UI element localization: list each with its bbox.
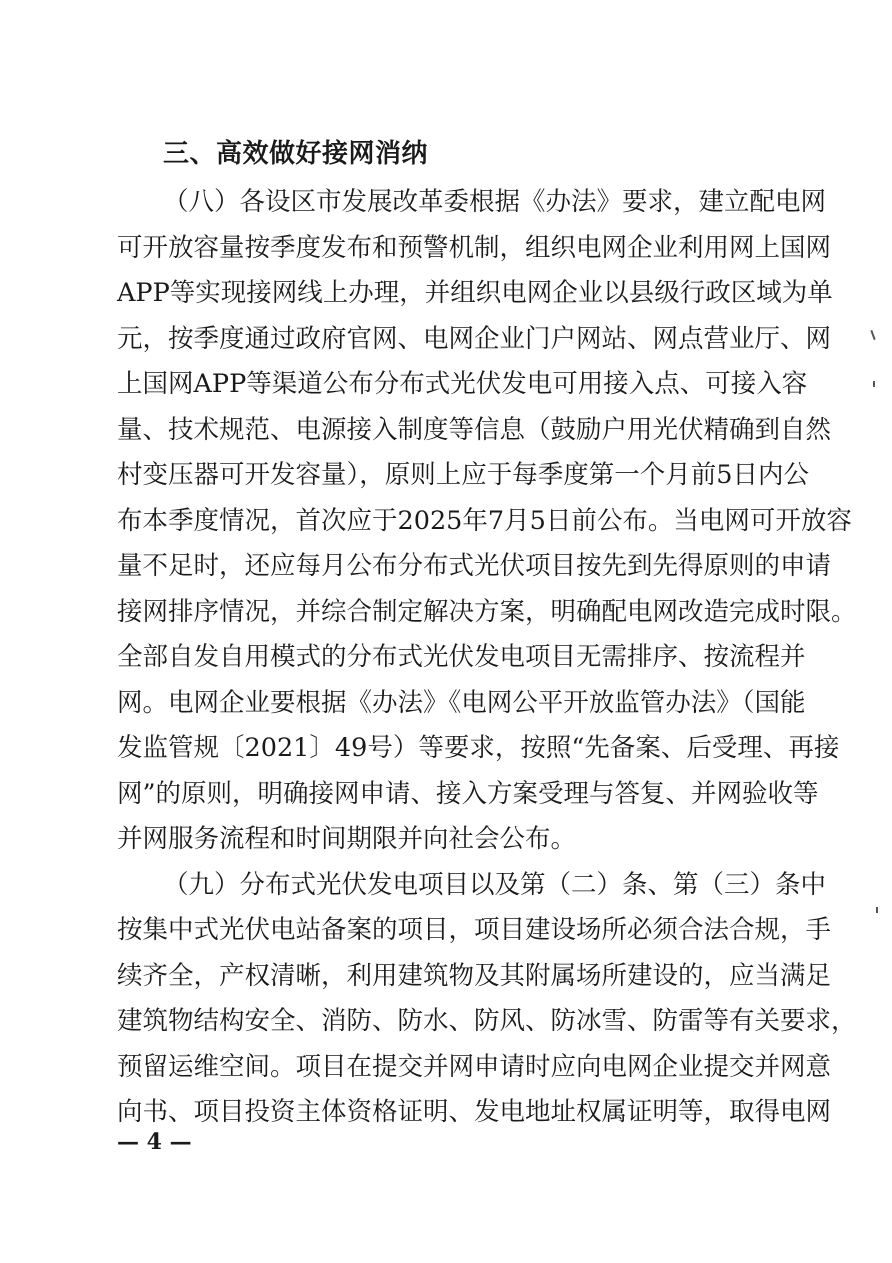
paragraph-8-line: （八）各设区市发展改革委根据《办法》要求，建立配电网 (163, 187, 827, 217)
scan-mark (870, 330, 875, 340)
paragraph-9-line: 向书、项目投资主体资格证明、发电地址权属证明等，取得电网 (117, 1097, 832, 1127)
paragraph-9-line: 续齐全，产权清晰，利用建筑物及其附属场所建设的，应当满足 (117, 961, 832, 991)
paragraph-8-line: 可开放容量按季度发布和预警机制，组织电网企业利用网上国网 (117, 233, 832, 263)
paragraph-8-line: 网”的原则，明确接网申请、接入方案受理与答复、并网验收等 (117, 779, 819, 809)
paragraph-9-line: （九）分布式光伏发电项目以及第（二）条、第（三）条中 (163, 870, 827, 900)
section-heading: 三、高效做好接网消纳 (163, 139, 429, 169)
paragraph-8-line: 接网排序情况，并综合制定解决方案，明确配电网改造完成时限。 (117, 597, 857, 627)
paragraph-8-line: 村变压器可开发容量），原则上应于每季度第一个月前5日内公 (117, 460, 809, 490)
paragraph-9-line: 预留运维空间。项目在提交并网申请时应向电网企业提交并网意 (117, 1052, 832, 1082)
paragraph-8-line: 布本季度情况，首次应于2025年7月5日前公布。当电网可开放容 (117, 506, 852, 536)
paragraph-8-line: 并网服务流程和时间期限并向社会公布。 (117, 824, 577, 854)
page-number: — 4 — (117, 1129, 192, 1155)
paragraph-8-line: 量不足时，还应每月公布分布式光伏项目按先到先得原则的申请 (117, 551, 832, 581)
paragraph-9-line: 按集中式光伏电站备案的项目，项目建设场所必须合法合规，手 (117, 915, 832, 945)
paragraph-8-line: 上国网APP等渠道公布分布式光伏发电可用接入点、可接入容 (117, 369, 808, 399)
paragraph-8-line: APP等实现接网线上办理，并组织电网企业以县级行政区域为单 (117, 278, 833, 308)
scan-mark (876, 907, 878, 913)
paragraph-9-line: 建筑物结构安全、消防、防水、防风、防冰雪、防雷等有关要求， (117, 1006, 857, 1036)
paragraph-8-line: 全部自发自用模式的分布式光伏发电项目无需排序、按流程并 (117, 642, 806, 672)
paragraph-8-line: 网。电网企业要根据《办法》《电网公平开放监管办法》（国能 (117, 688, 806, 718)
paragraph-8-line: 元，按季度通过政府官网、电网企业门户网站、网点营业厅、网 (117, 324, 832, 354)
scan-mark (873, 381, 875, 387)
paragraph-8-line: 量、技术规范、电源接入制度等信息（鼓励户用光伏精确到自然 (117, 415, 832, 445)
paragraph-8-line: 发监管规〔2021〕49号）等要求，按照“先备案、后受理、再接 (117, 733, 840, 763)
